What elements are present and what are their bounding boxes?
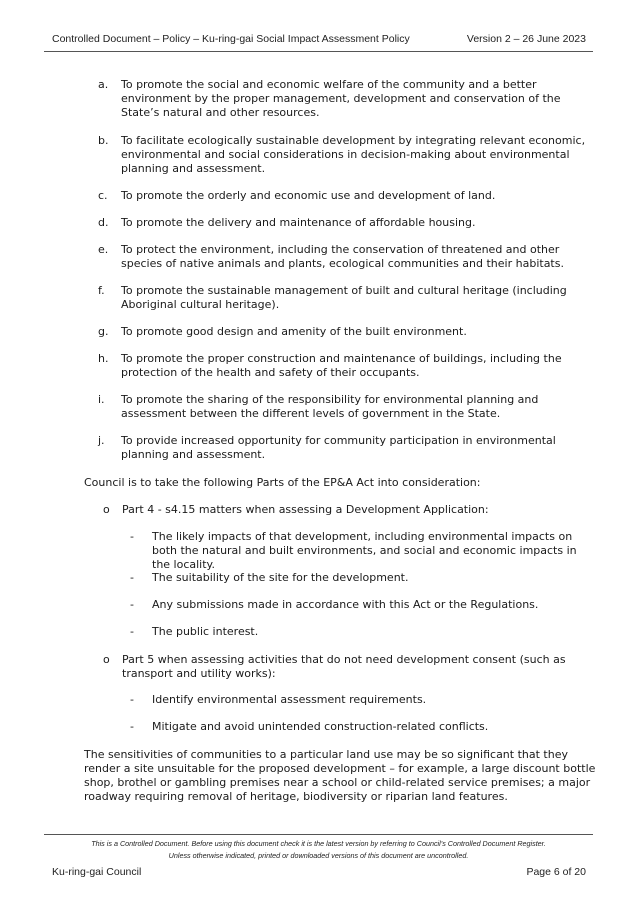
item-text: To promote the orderly and economic use and development of land. — [121, 189, 496, 202]
subitem-text: Any submissions made in accordance with this Act or the Regulations. — [152, 598, 539, 611]
item-letter: b. — [98, 134, 109, 147]
dash-marker: - — [130, 625, 134, 638]
footer-note-line-1: This is a Controlled Document. Before using this document check it is the latest version by referring to Council’s Controlled Document Register. — [91, 839, 546, 848]
page-number: Page 6 of 20 — [526, 866, 586, 878]
header-divider — [44, 51, 593, 52]
item-text: To provide increased opportunity for community participation in environmental planning and assessment. — [121, 434, 556, 461]
closing-paragraph: The sensitivities of communities to a particular land use may be so significant that they render a site unsuitable for the proposed development – for example, a large discount bottle shop, brothel or gambling premises near a school or child-related service premises; a major roadway requiring removal of heritage, biodiversity or riparian land features. — [84, 748, 596, 803]
item-text: To promote the sustainable management of built and cultural heritage (including Aboriginal cultural heritage). — [121, 284, 567, 311]
subitem-text: The likely impacts of that development, including environmental impacts on both the natural and built environments, and social and economic impacts in the locality. — [152, 530, 577, 571]
item-text: To promote the sharing of the responsibility for environmental planning and assessment between the different levels of government in the State. — [121, 393, 539, 420]
dash-marker: - — [130, 693, 134, 706]
header-version: Version 2 – 26 June 2023 — [466, 33, 586, 45]
item-text: To promote the delivery and maintenance of affordable housing. — [121, 216, 476, 229]
dash-marker: - — [130, 571, 134, 584]
circle-bullet-icon: o — [103, 653, 110, 666]
item-letter: h. — [98, 352, 109, 365]
footer-organisation: Ku-ring-gai Council — [52, 866, 142, 878]
subitem-text: The suitability of the site for the development. — [152, 571, 409, 584]
item-letter: c. — [98, 189, 108, 202]
dash-marker: - — [130, 530, 134, 543]
bullet-text: Part 5 when assessing activities that do not need development consent (such as transport and utility works): — [122, 653, 566, 680]
dash-marker: - — [130, 598, 134, 611]
dash-marker: - — [130, 720, 134, 733]
item-letter: e. — [98, 243, 109, 256]
subitem-text: The public interest. — [152, 625, 259, 638]
intro-paragraph: Council is to take the following Parts of the EP&A Act into consideration: — [84, 476, 481, 489]
item-text: To protect the environment, including the conservation of threatened and other species of native animals and plants, ecological communities and their habitats. — [121, 243, 564, 270]
item-letter: d. — [98, 216, 109, 229]
header-title: Controlled Document – Policy – Ku-ring-gai Social Impact Assessment Policy — [52, 33, 410, 45]
footer-divider — [44, 834, 593, 835]
circle-bullet-icon: o — [103, 503, 110, 516]
page-header — [52, 33, 586, 51]
item-text: To promote the social and economic welfare of the community and a better environment by the proper management, development and conservation of the State’s natural and other resources. — [121, 78, 561, 119]
subitem-text: Mitigate and avoid unintended construction-related conflicts. — [152, 720, 489, 733]
item-letter: a. — [98, 78, 109, 91]
item-letter: i. — [98, 393, 105, 406]
item-letter: j. — [98, 434, 105, 447]
bullet-text: Part 4 - s4.15 matters when assessing a Development Application: — [122, 503, 489, 516]
item-letter: f. — [98, 284, 105, 297]
item-text: To promote the proper construction and maintenance of buildings, including the protection of the health and safety of their occupants. — [121, 352, 562, 379]
item-text: To facilitate ecologically sustainable development by integrating relevant economic, environmental and social considerations in decision-making about environmental planning and assessment. — [121, 134, 586, 175]
item-text: To promote good design and amenity of the built environment. — [121, 325, 467, 338]
footer-note-line-2: Unless otherwise indicated, printed or downloaded versions of this document are uncontrolled. — [168, 851, 469, 860]
item-letter: g. — [98, 325, 109, 338]
subitem-text: Identify environmental assessment requirements. — [152, 693, 427, 706]
